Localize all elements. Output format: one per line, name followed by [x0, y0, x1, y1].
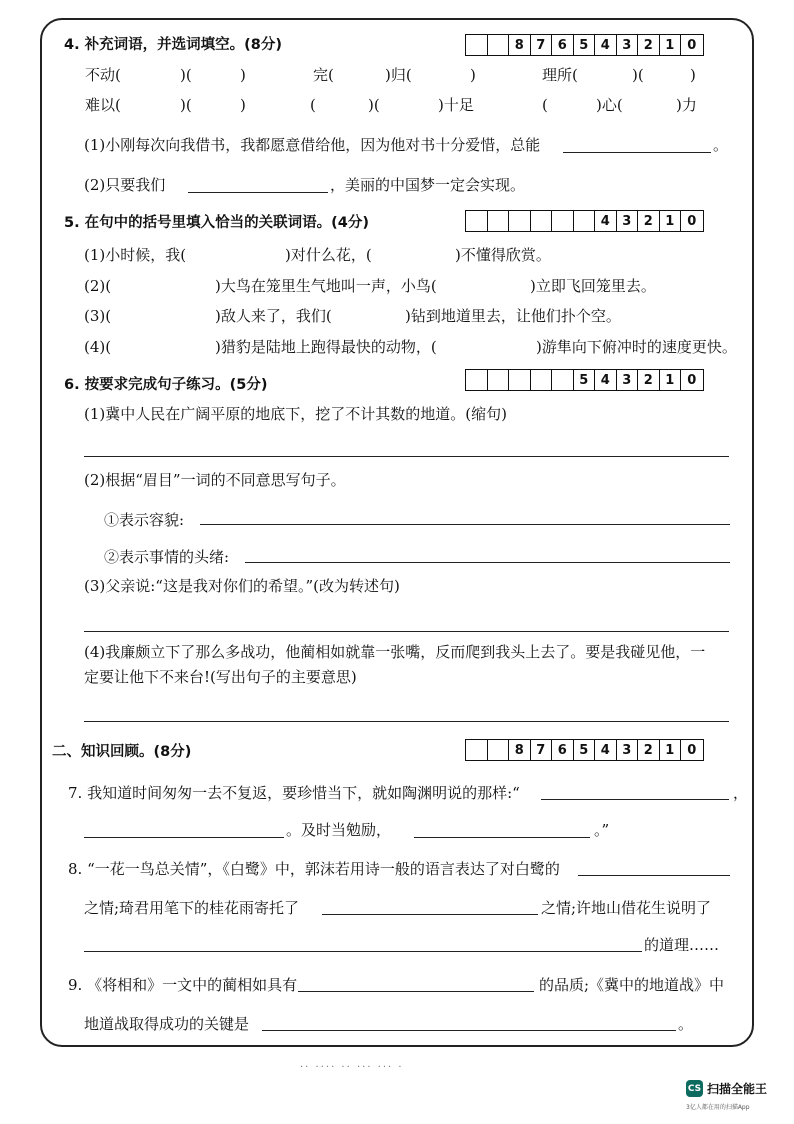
answer-line[interactable]	[84, 951, 642, 952]
score-cell[interactable]	[488, 370, 510, 390]
q4-idiom-3-part-2: )(	[632, 66, 644, 84]
q5-s2-b: )大鸟在笼里生气地叫一声，小鸟(	[215, 277, 437, 295]
score-cell[interactable]: 8	[509, 740, 531, 760]
q4-idiom-1-part-2: )(	[180, 66, 192, 84]
score-cell[interactable]	[574, 211, 596, 231]
score-cell[interactable]: 7	[531, 35, 553, 55]
q5-score-grid	[465, 210, 704, 232]
score-cell[interactable]: 3	[617, 740, 639, 760]
q6-sentence-4-line-2: 定要让他下不来台!(写出句子的主要意思)	[84, 668, 357, 686]
answer-line[interactable]	[245, 562, 730, 563]
score-cell[interactable]: 0	[687, 213, 697, 229]
q6-sentence-4-line-1: (4)我廉颇立下了那么多战功，他蔺相如就靠一张嘴，反而爬到我头上去了。要是我碰见他，一	[84, 643, 706, 661]
score-cell[interactable]	[466, 370, 488, 390]
q8-line-3-end: 的道理……	[644, 936, 720, 954]
q4-score-grid	[465, 34, 704, 56]
score-cell[interactable]: 1	[660, 740, 682, 760]
q6-sentence-3: (3)父亲说:“这是我对你们的希望。”(改为转述句)	[84, 577, 400, 595]
score-cell[interactable]: 5	[574, 35, 596, 55]
answer-line[interactable]	[541, 799, 729, 800]
q7-line-2-middle: 。及时当勉励，	[286, 821, 392, 839]
score-cell[interactable]: 4	[595, 35, 617, 55]
score-cell[interactable]: 2	[638, 211, 660, 231]
q5-s2-c: )立即飞回笼里去。	[530, 277, 656, 295]
q4-sentence-1: (1)小刚每次向我借书，我都愿意借给他，因为他对书十分爱惜，总能	[84, 136, 541, 154]
score-cell[interactable]	[466, 740, 488, 760]
score-cell[interactable]	[466, 211, 488, 231]
score-cell[interactable]: 6	[552, 35, 574, 55]
q5-s3-b: )敌人来了，我们(	[215, 307, 332, 325]
q4-idiom-1-part-3: )	[240, 66, 246, 84]
score-cell[interactable]	[509, 211, 531, 231]
q4-idiom-4-part-2: )(	[180, 96, 192, 114]
q4-idiom-6-part-1: (	[542, 96, 548, 114]
q4-idiom-5-part-3: )十足	[438, 96, 474, 114]
score-cell[interactable]: 5	[574, 370, 596, 390]
score-cell[interactable]	[509, 370, 531, 390]
q4-sentence-2-end: ，美丽的中国梦一定会实现。	[330, 176, 526, 194]
section-2-score-grid	[465, 739, 704, 761]
q4-idiom-6-part-3: )力	[676, 96, 697, 114]
q8-line-1: 8. “一花一鸟总关情”，《白鹭》中，郭沫若用诗一般的语言表达了对白鹭的	[68, 860, 560, 878]
answer-line[interactable]	[188, 192, 328, 193]
q9-line-1-start: 9. 《将相和》一文中的蔺相如具有	[68, 976, 298, 994]
answer-line[interactable]	[84, 456, 729, 457]
q8-line-2-start: 之情;琦君用笔下的桂花雨寄托了	[84, 899, 300, 917]
answer-line[interactable]	[563, 152, 711, 153]
score-cell[interactable]: 7	[531, 740, 553, 760]
q4-idiom-1-part-1: 不动(	[85, 66, 121, 84]
q6-sentence-2b: ②表示事情的头绪:	[104, 548, 230, 566]
answer-line[interactable]	[84, 721, 729, 722]
score-cell[interactable]: 1	[660, 35, 682, 55]
score-cell[interactable]: 4	[595, 370, 617, 390]
q5-s3-a: (3)(	[84, 307, 112, 325]
score-cell[interactable]	[552, 211, 574, 231]
q5-s1-c: )不懂得欣赏。	[455, 246, 551, 264]
q4-idiom-5-part-2: )(	[368, 96, 380, 114]
score-cell[interactable]: 2	[638, 35, 660, 55]
q7-comma: ，	[733, 784, 749, 802]
q6-sentence-2: (2)根据“眉目”一词的不同意思写句子。	[84, 471, 346, 489]
q4-sentence-2-start: (2)只要我们	[84, 176, 166, 194]
q4-idiom-6-part-2: )心(	[596, 96, 623, 114]
score-cell[interactable]: 3	[617, 211, 639, 231]
q6-score-grid	[465, 369, 704, 391]
score-cell[interactable]	[531, 211, 553, 231]
score-cell[interactable]: 3	[617, 370, 639, 390]
score-cell[interactable]: 6	[552, 740, 574, 760]
answer-line[interactable]	[262, 1030, 676, 1031]
scanner-tagline: 3亿人都在用的扫描App	[686, 1104, 750, 1111]
score-cell[interactable]: 1	[660, 211, 682, 231]
q5-s1-a: (1)小时候，我(	[84, 246, 187, 264]
answer-line[interactable]	[322, 914, 538, 915]
q6-sentence-1: (1)冀中人民在广阔平原的地底下，挖了不计其数的地道。(缩句)	[84, 405, 507, 423]
score-cell[interactable]	[552, 370, 574, 390]
q6-sentence-2a: ①表示容貌:	[104, 511, 185, 529]
answer-line[interactable]	[200, 524, 730, 525]
q5-title: 5. 在句中的括号里填入恰当的关联词语。(4分)	[64, 215, 369, 231]
score-cell[interactable]: 3	[617, 35, 639, 55]
q4-idiom-3-part-3: )	[690, 66, 696, 84]
score-cell[interactable]: 4	[595, 740, 617, 760]
q4-sentence-1-end: 。	[713, 136, 729, 154]
q4-title: 4. 补充词语，并选词填空。(8分)	[64, 37, 282, 53]
scanner-app-name: 扫描全能王	[707, 1082, 768, 1096]
score-cell[interactable]: 0	[687, 742, 697, 758]
score-cell[interactable]	[466, 35, 488, 55]
q5-s4-a: (4)(	[84, 338, 112, 356]
q4-idiom-2-part-2: )归(	[385, 66, 412, 84]
q6-title: 6. 按要求完成句子练习。(5分)	[64, 377, 268, 393]
answer-line[interactable]	[84, 631, 729, 632]
section-2-title: 二、知识回顾。(8分)	[52, 744, 192, 760]
q4-idiom-3-part-1: 理所(	[542, 66, 578, 84]
answer-line[interactable]	[578, 875, 730, 876]
score-cell[interactable]: 2	[638, 740, 660, 760]
q5-s2-a: (2)(	[84, 277, 112, 295]
score-cell[interactable]: 2	[638, 370, 660, 390]
score-cell[interactable]: 0	[687, 372, 697, 388]
q9-line-2-end: 。	[678, 1015, 694, 1033]
answer-line[interactable]	[414, 837, 590, 838]
score-cell[interactable]	[531, 370, 553, 390]
score-cell[interactable]: 0	[687, 37, 697, 53]
camscanner-icon: CS	[686, 1080, 703, 1097]
question-frame	[40, 18, 754, 1047]
q4-idiom-2-part-1: 完(	[313, 66, 334, 84]
q4-idiom-2-part-3: )	[470, 66, 476, 84]
q4-idiom-5-part-1: (	[310, 96, 316, 114]
q7-line-1: 7. 我知道时间匆匆一去不复返，要珍惜当下，就如陶渊明说的那样:“	[68, 784, 520, 802]
score-cell[interactable]: 4	[595, 211, 617, 231]
score-cell[interactable]: 8	[509, 35, 531, 55]
score-cell[interactable]	[488, 740, 510, 760]
answer-line[interactable]	[298, 991, 534, 992]
q5-s1-b: )对什么花，(	[285, 246, 372, 264]
q8-line-2-end: 之情;许地山借花生说明了	[541, 899, 712, 917]
score-cell[interactable]	[488, 211, 510, 231]
score-cell[interactable]: 1	[660, 370, 682, 390]
q4-idiom-4-part-3: )	[240, 96, 246, 114]
q7-line-2-end: 。”	[594, 821, 610, 839]
answer-line[interactable]	[84, 837, 284, 838]
score-cell[interactable]: 5	[574, 740, 596, 760]
q5-s3-c: )钻到地道里去，让他们扑个空。	[405, 307, 621, 325]
page-footer-dots: ·· ···· ·· ··· ··· ·	[300, 1062, 404, 1073]
score-cell[interactable]	[488, 35, 510, 55]
q9-line-2-start: 地道战取得成功的关键是	[84, 1015, 250, 1033]
q4-idiom-4-part-1: 难以(	[85, 96, 121, 114]
scanner-logo	[686, 1080, 767, 1097]
q5-s4-b: )猎豹是陆地上跑得最快的动物，(	[215, 338, 437, 356]
q5-s4-c: )游隼向下俯冲时的速度更快。	[536, 338, 737, 356]
q9-line-1-end: 的品质;《冀中的地道战》中	[539, 976, 725, 994]
